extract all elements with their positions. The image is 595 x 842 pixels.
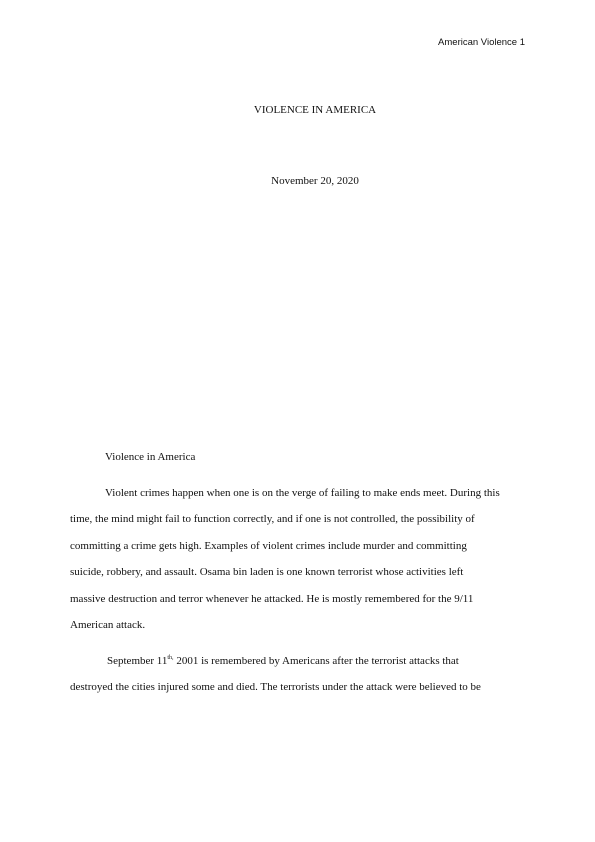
running-head: American Violence 1	[438, 37, 525, 48]
paragraph-1	[70, 480, 525, 638]
paragraph-2	[70, 648, 525, 701]
paragraph-text: 2001 is remembered by Americans after the terrorist attacks that	[173, 655, 459, 667]
paragraph-line: Violent crimes happen when one is on the verge of failing to make ends meet. During this	[105, 487, 500, 499]
paragraph-line: destroyed the cities injured some and died. The terrorists under the attack were believed to be	[70, 681, 481, 694]
paragraph-line: suicide, robbery, and assault. Osama bin laden is one known terrorist whose activities left	[70, 566, 464, 579]
paper-title: VIOLENCE IN AMERICA	[253, 104, 377, 116]
section-heading: Violence in America	[105, 451, 196, 463]
date-text: September 11	[107, 655, 168, 667]
ordinal-superscript: th,	[167, 655, 174, 661]
paragraph-line: committing a crime gets high. Examples of violent crimes include murder and committing	[70, 539, 467, 552]
paper-date: November 20, 2020	[271, 175, 359, 187]
paragraph-line: American attack.	[70, 618, 146, 631]
paragraph-line: massive destruction and terror whenever he attacked. He is mostly remembered for the 9/11	[70, 592, 474, 605]
paragraph-line: time, the mind might fail to function correctly, and if one is not controlled, the possibility of	[70, 513, 475, 526]
paragraph-line	[70, 648, 525, 674]
